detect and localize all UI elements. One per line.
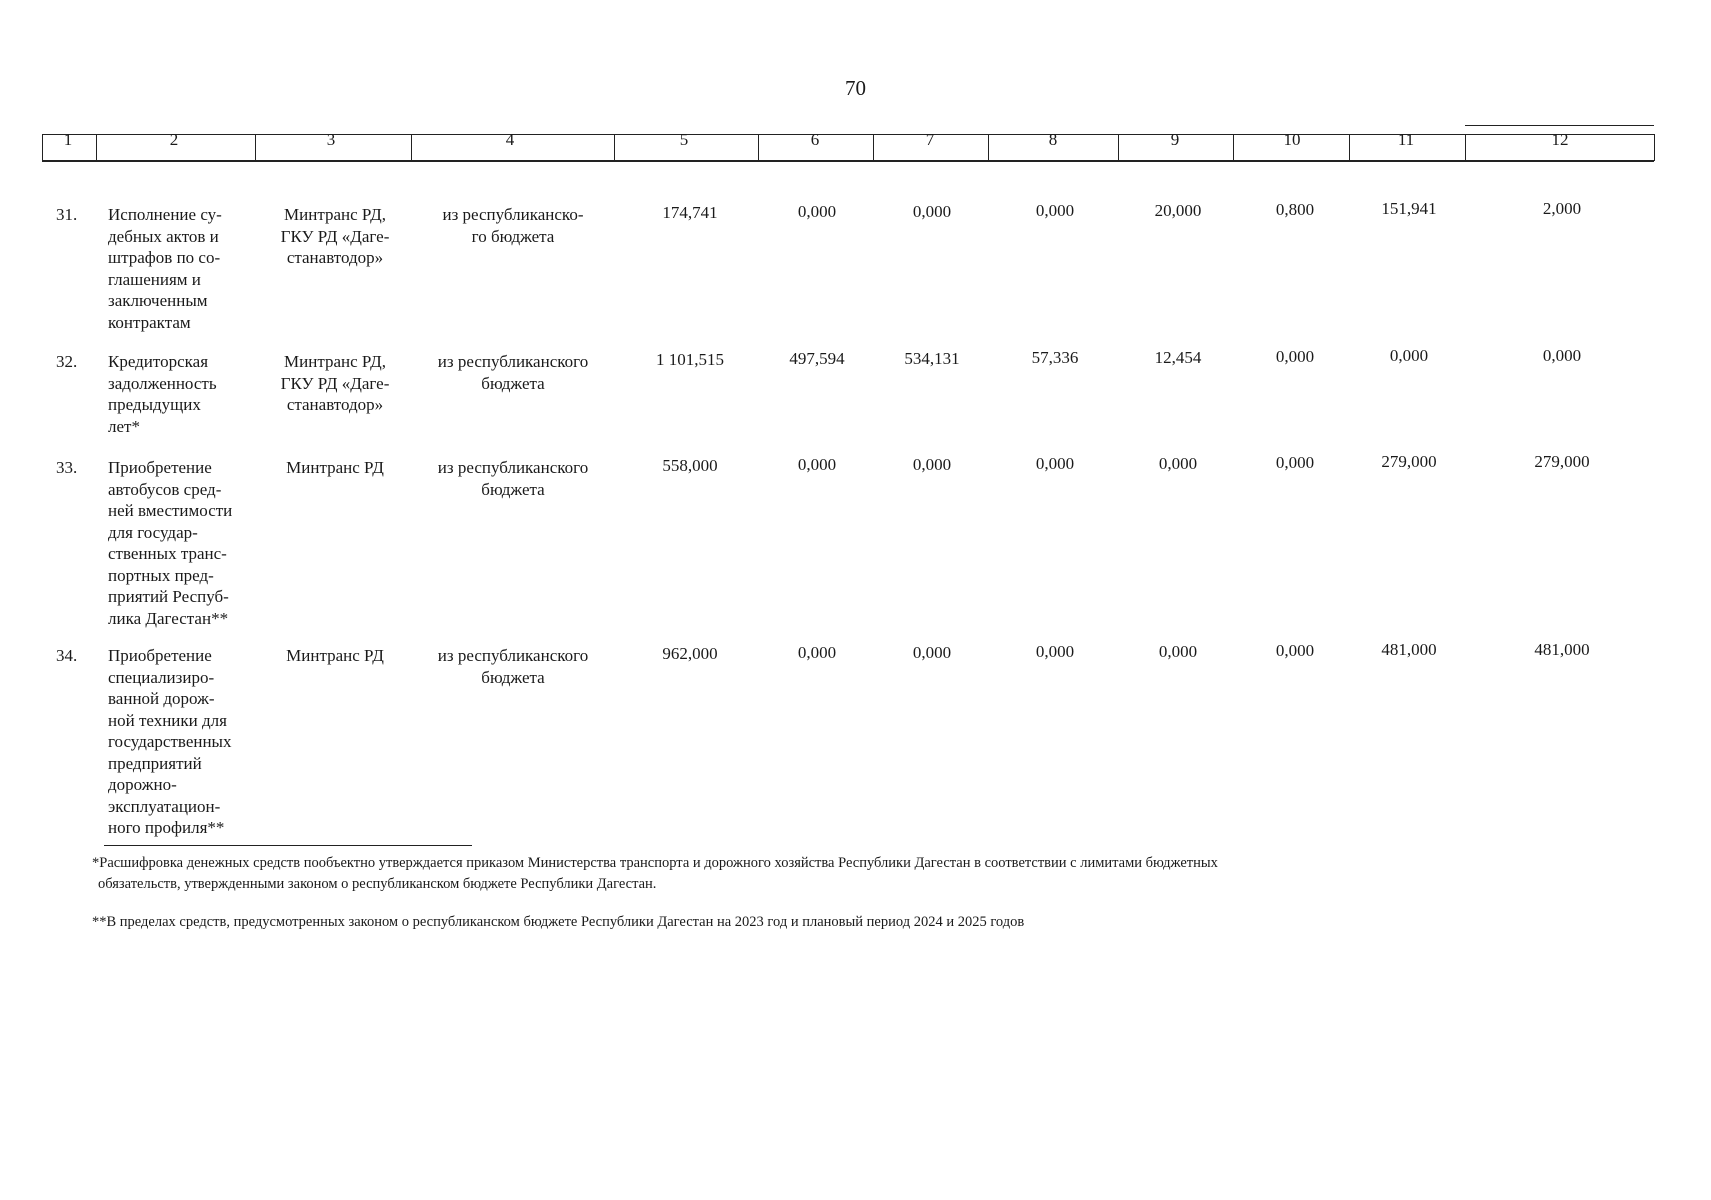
- executor-line: станавтодор»: [286, 395, 384, 414]
- value-cell-col-8: 57,336: [1031, 348, 1079, 368]
- row-executor: [265, 351, 405, 416]
- description-line: ного профиля**: [108, 818, 225, 837]
- value-cell-col-8: 0,000: [1035, 642, 1075, 662]
- header-column-5: 5: [679, 130, 689, 149]
- header-column-10: 10: [1283, 130, 1301, 149]
- header-column-9: 9: [1170, 130, 1180, 149]
- header-column-divider: [1349, 134, 1350, 161]
- header-column-divider: [1654, 134, 1655, 161]
- description-line: автобусов сред-: [108, 479, 222, 499]
- header-column-4: 4: [505, 130, 515, 149]
- executor-line: ГКУ РД «Даге-: [280, 226, 390, 246]
- funding-source-line: из республиканского: [437, 352, 589, 371]
- description-line: портных пред-: [108, 565, 214, 585]
- row-funding-source: [418, 351, 608, 394]
- executor-line: Минтранс РД: [286, 458, 384, 477]
- value-cell-col-10: 0,000: [1275, 453, 1315, 472]
- description-line: эксплуатацион-: [108, 796, 221, 816]
- header-column-divider: [614, 134, 615, 161]
- header-column-7: 7: [925, 130, 935, 149]
- description-line: дорожно-: [108, 775, 177, 794]
- funding-source-line: бюджета: [481, 479, 545, 499]
- row-funding-source: [418, 645, 608, 688]
- row-description: [108, 351, 248, 437]
- description-line: Приобретение: [108, 646, 212, 665]
- description-line: ванной дорож-: [108, 689, 215, 708]
- header-column-divider: [1465, 134, 1466, 161]
- header-column-divider: [758, 134, 759, 161]
- description-line: ней вместимости: [108, 501, 233, 520]
- header-column-1: 1: [63, 130, 73, 149]
- footnote-single-star: [92, 853, 1492, 895]
- funding-source-line: бюджета: [481, 373, 545, 393]
- header-column-8: 8: [1048, 130, 1058, 149]
- description-line: ственных транс-: [108, 544, 227, 563]
- value-cell-col-11: 151,941: [1381, 199, 1437, 219]
- description-line: заключенным: [108, 291, 208, 310]
- row-number: 31.: [56, 205, 78, 224]
- description-line: глашениям и: [108, 269, 201, 289]
- header-column-divider: [411, 134, 412, 161]
- description-line: дебных актов и: [108, 226, 219, 246]
- header-column-6: 6: [810, 130, 820, 149]
- header-column-divider: [1118, 134, 1119, 161]
- value-cell-col-9: 0,000: [1158, 453, 1198, 473]
- row-description: [108, 457, 248, 629]
- row-funding-source: [418, 457, 608, 500]
- value-cell-col-6: 0,000: [797, 202, 837, 222]
- value-cell-col-12: 2,000: [1542, 198, 1582, 218]
- value-cell-col-11: 279,000: [1381, 452, 1437, 472]
- description-line: лика Дагестан**: [108, 608, 229, 628]
- header-column-11: 11: [1397, 130, 1415, 149]
- funding-source-line: из республиканско-: [442, 205, 584, 224]
- funding-source-line: бюджета: [481, 667, 545, 687]
- page-number: 70: [845, 76, 866, 100]
- value-cell-col-12: 481,000: [1534, 639, 1590, 659]
- header-bottom-border: [42, 160, 1654, 162]
- executor-line: Минтранс РД,: [284, 352, 386, 371]
- header-column-2: 2: [169, 130, 179, 149]
- footnote-line: *Расшифровка денежных средств пообъектно утверждается приказом Министерства транспорта и дорожного хозяйства Республики Дагестан в соответствии с лимитами бюджетных: [92, 855, 1218, 871]
- value-cell-col-12: 0,000: [1542, 345, 1582, 365]
- value-cell-col-10: 0,000: [1275, 347, 1315, 366]
- description-line: Кредиторская: [108, 352, 209, 371]
- value-cell-col-7: 0,000: [912, 642, 952, 662]
- value-cell-col-5: 174,741: [662, 203, 718, 222]
- row-number: 34.: [56, 646, 78, 665]
- value-cell-col-11: 481,000: [1381, 640, 1437, 660]
- value-cell-col-5: 1 101,515: [656, 350, 724, 369]
- value-cell-col-10: 0,000: [1275, 641, 1315, 660]
- header-column-divider: [988, 134, 989, 161]
- description-line: государственных: [108, 732, 232, 751]
- executor-line: ГКУ РД «Даге-: [280, 373, 390, 393]
- value-cell-col-5: 962,000: [662, 644, 718, 663]
- description-line: Исполнение су-: [108, 205, 222, 224]
- value-cell-col-6: 0,000: [797, 643, 837, 663]
- footnote-divider: [104, 845, 472, 846]
- header-column-12: 12: [1551, 130, 1569, 149]
- value-cell-col-9: 20,000: [1154, 200, 1202, 220]
- funding-source-line: из республиканского: [437, 458, 589, 477]
- value-cell-col-11: 0,000: [1389, 346, 1429, 366]
- description-line: Приобретение: [108, 458, 212, 477]
- description-line: специализиро-: [108, 667, 215, 687]
- value-cell-col-8: 0,000: [1035, 454, 1075, 474]
- row-executor: [265, 645, 405, 667]
- description-line: задолженность: [108, 373, 217, 393]
- value-cell-col-12: 279,000: [1534, 451, 1590, 471]
- value-cell-col-6: 497,594: [789, 349, 845, 369]
- description-line: предыдущих: [108, 395, 201, 414]
- footnote-double-star: **В пределах средств, предусмотренных законом о республиканском бюджете Республики Дагестан на 2023 год и плановый период 2024 и 2025 годов: [92, 914, 1025, 930]
- value-cell-col-7: 534,131: [904, 348, 960, 368]
- row-executor: [265, 204, 405, 269]
- header-column-divider: [873, 134, 874, 161]
- description-line: лет*: [108, 416, 140, 436]
- description-line: для государ-: [108, 522, 198, 542]
- row-funding-source: [418, 204, 608, 247]
- footnote-line: обязательств, утвержденными законом о республиканском бюджете Республики Дагестан.: [98, 876, 657, 892]
- executor-line: Минтранс РД,: [284, 205, 386, 224]
- value-cell-col-6: 0,000: [797, 455, 837, 475]
- row-number: 33.: [56, 458, 78, 477]
- description-line: контрактам: [108, 312, 191, 332]
- funding-source-line: го бюджета: [471, 226, 555, 246]
- value-cell-col-5: 558,000: [662, 456, 718, 475]
- header-top-border-right: [1465, 125, 1654, 126]
- description-line: штрафов по со-: [108, 248, 221, 267]
- value-cell-col-7: 0,000: [912, 454, 952, 474]
- header-column-3: 3: [326, 130, 336, 149]
- executor-line: Минтранс РД: [286, 646, 384, 665]
- header-column-divider: [255, 134, 256, 161]
- value-cell-col-9: 0,000: [1158, 641, 1198, 661]
- row-description: [108, 204, 248, 333]
- executor-line: станавтодор»: [286, 248, 384, 267]
- value-cell-col-10: 0,800: [1275, 200, 1315, 219]
- description-line: приятий Респуб-: [108, 587, 229, 606]
- value-cell-col-7: 0,000: [912, 201, 952, 221]
- description-line: предприятий: [108, 753, 202, 773]
- row-executor: [265, 457, 405, 479]
- value-cell-col-8: 0,000: [1035, 201, 1075, 221]
- row-number: 32.: [56, 352, 78, 371]
- row-description: [108, 645, 248, 839]
- header-column-divider: [1233, 134, 1234, 161]
- funding-source-line: из республиканского: [437, 646, 589, 665]
- value-cell-col-9: 12,454: [1154, 347, 1202, 367]
- description-line: ной техники для: [108, 710, 227, 730]
